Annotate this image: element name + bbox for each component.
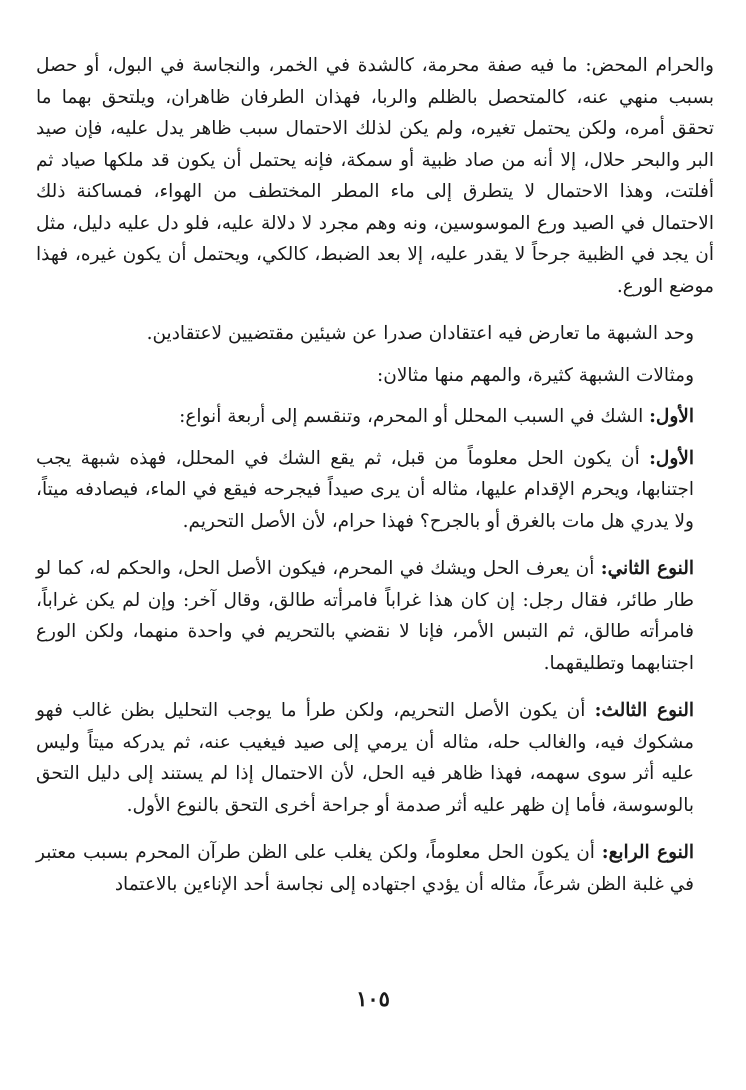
paragraph-examples-intro: [36, 360, 714, 392]
paragraph-text: أن يعرف الحل ويشك في المحرم، فيكون الأصل الحل، والحكم له، كما لو طار طائر، فقال رجل: إن كان هذا غراباً فامرأته طالق، وقال آخر: وإن لم يكن غراباً، فامرأته طالق، ثم التبس الأمر، فإنا لا نقضي بالتحريم في واحدة منهما، ولكن الورع اجتنابهما وتطليقهما.: [36, 558, 694, 674]
paragraph-type-two: [36, 553, 714, 679]
paragraph-pure-haram: [36, 50, 714, 302]
paragraph-text: والحرام المحض: ما فيه صفة محرمة، كالشدة في الخمر، والنجاسة في البول، أو حصل بسبب منهي عنه، كالمتحصل بالظلم والربا، فهذان الطرفان ظاهران، ويلتحق بهما ما تحقق أمره، ولكن يحتمل تغيره، ولم يكن لذلك الاحتمال سبب ظاهر يدل عليه، فإن صيد البر والبحر حلال، إلا أنه من صاد ظبية أو سمكة، فإنه يحتمل أن يكون قد ملكها صياد ثم أفلتت، وهذا الاحتمال لا يتطرق إلى ماء المطر المختطف من الهواء، فمساكنة ذلك الاحتمال في الصيد ورع الموسوسين، ونه وهم مجرد لا دلالة عليه، فلو دل عليه دليل، مثل أن يجد في الظبية جرحاً لا يقدر عليه، إلا بعد الضبط، كالكي، ويحتمل أن يكون غيره، فهذا موضع الورع.: [36, 55, 714, 297]
paragraph-text: وحد الشبهة ما تعارض فيه اعتقادان صدرا عن شيئين مقتضيين لاعتقادين.: [146, 323, 694, 344]
paragraph-type-three: [36, 695, 714, 821]
paragraph-type-one: [36, 443, 714, 538]
page-number: ١٠٥: [356, 986, 390, 1011]
paragraph-text: الشك في السبب المحلل أو المحرم، وتنقسم إلى أربعة أنواع:: [179, 406, 650, 427]
paragraph-definition-shubha: [36, 318, 714, 350]
paragraph-type-four: [36, 837, 714, 900]
page-body: [36, 50, 714, 900]
paragraph-text: أن يكون الحل معلوماً، ولكن يغلب على الظن طرآن المحرم بسبب معتبر في غلبة الظن شرعاً، مثاله أن يؤدي اجتهاده إلى نجاسة أحد الإناءين بالاعتماد: [36, 842, 694, 895]
paragraph-lead: الأول:: [649, 447, 694, 469]
paragraph-lead: الأول:: [649, 406, 694, 427]
paragraph-lead: النوع الثالث:: [594, 700, 694, 721]
paragraph-text: أن يكون الحل معلوماً من قبل، ثم يقع الشك في المحلل، فهذه شبهة يجب اجتنابها، ويحرم الإقدام عليها، مثاله أن يرى صيداً فيجرحه فيقع في الماء، فيصادفه ميتاً، ولا يدري هل مات بالغرق أو بالجرح؟ فهذا حرام، لأن الأصل التحريم.: [36, 447, 694, 532]
paragraph-lead: النوع الثاني:: [600, 558, 694, 579]
paragraph-lead: النوع الرابع:: [601, 842, 694, 863]
paragraph-text: ومثالات الشبهة كثيرة، والمهم منها مثالان:: [377, 364, 694, 386]
paragraph-text: أن يكون الأصل التحريم، ولكن طرأ ما يوجب التحليل بظن غالب فهو مشكوك فيه، والغالب حله، مثاله أن يرمي إلى صيد فيغيب عنه، ثم يدركه ميتاً وليس عليه أثر سوى سهمه، فهذا ظاهر فيه الحل، لأن الاحتمال إذا لم يستند إلى دليل التحق بالوسوسة، فأما إن ظهر عليه أثر صدمة أو جراحة أخرى التحق بالنوع الأول.: [36, 700, 694, 816]
paragraph-first-example: [36, 401, 714, 433]
